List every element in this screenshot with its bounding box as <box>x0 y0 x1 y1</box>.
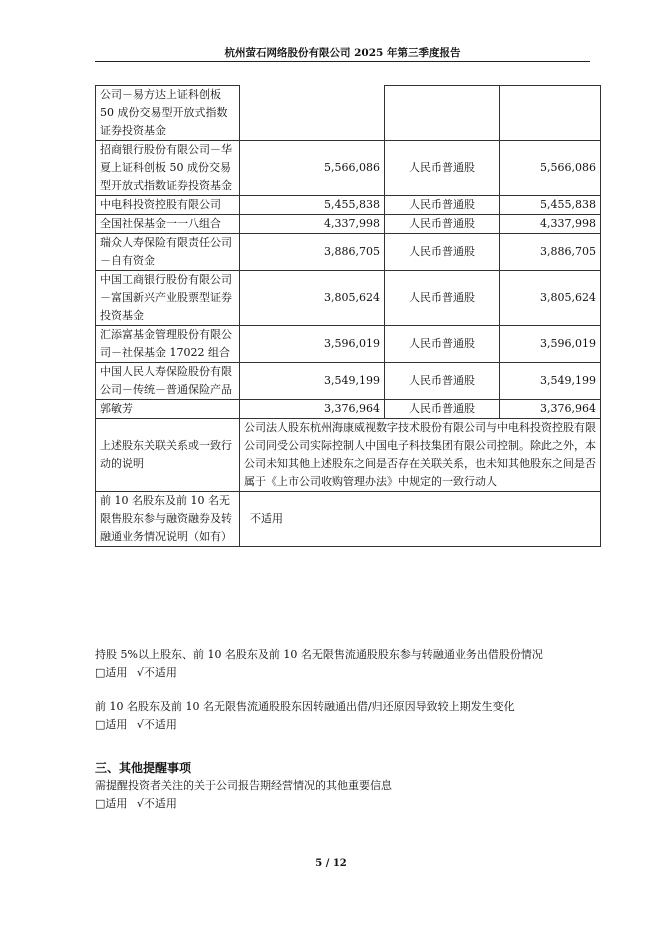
option-not-applicable: √不适用 <box>136 718 177 731</box>
holder-name: 中国人民人寿保险股份有限公司－传统－普通保险产品 <box>96 363 240 400</box>
table-row <box>96 363 601 400</box>
shareholders-table <box>95 85 601 547</box>
holder-shares: 3,886,705 <box>240 234 385 271</box>
table-row <box>96 400 601 419</box>
share-type: 人民币普通股 <box>385 363 500 400</box>
share-amount: 5,566,086 <box>500 141 601 196</box>
share-type: 人民币普通股 <box>385 400 500 419</box>
option-not-applicable: √不适用 <box>136 666 177 679</box>
holder-name: 汇添富基金管理股份有限公司－社保基金 17022 组合 <box>96 326 240 363</box>
option-applicable: □适用 <box>95 718 128 731</box>
holder-shares: 3,596,019 <box>240 326 385 363</box>
share-type: 人民币普通股 <box>385 234 500 271</box>
holder-name: 全国社保基金一一八组合 <box>96 215 240 234</box>
relation-label: 上述股东关联关系或一致行动的说明 <box>96 419 240 492</box>
share-type: 人民币普通股 <box>385 271 500 326</box>
option-applicable: □适用 <box>95 666 128 679</box>
relation-text: 公司法人股东杭州海康威视数字技术股份有限公司与中电科投资控股有限公司同受公司实际控制人中国电子科技集团有限公司控制。除此之外，本公司未知其他上述股东之间是否存在关联关系，也未知其他股东之间是否属于《上市公司收购管理办法》中规定的一致行动人 <box>240 419 601 492</box>
holder-shares: 4,337,998 <box>240 215 385 234</box>
share-amount <box>500 86 601 141</box>
holder-shares: 5,455,838 <box>240 196 385 215</box>
holder-shares: 3,549,199 <box>240 363 385 400</box>
margin-trading-label: 前 10 名股东及前 10 名无限售股东参与融资融券及转融通业务情况说明（如有） <box>96 492 240 547</box>
share-amount: 3,376,964 <box>500 400 601 419</box>
holder-shares: 3,376,964 <box>240 400 385 419</box>
holder-name: 郭敏芳 <box>96 400 240 419</box>
lending-options <box>95 664 183 682</box>
table-row <box>96 215 601 234</box>
report-header: 杭州萤石网络股份有限公司 2025 年第三季度报告 <box>224 47 461 59</box>
option-applicable: □适用 <box>95 797 128 810</box>
margin-trading-text: 不适用 <box>240 492 601 547</box>
share-type: 人民币普通股 <box>385 196 500 215</box>
table-row <box>96 196 601 215</box>
share-amount: 4,337,998 <box>500 215 601 234</box>
holder-shares: 5,566,086 <box>240 141 385 196</box>
section-heading: 三、其他提醒事项 <box>95 761 192 775</box>
share-type: 人民币普通股 <box>385 215 500 234</box>
header-rule <box>95 61 590 62</box>
holder-shares: 3,805,624 <box>240 271 385 326</box>
share-amount: 5,455,838 <box>500 196 601 215</box>
option-not-applicable: √不适用 <box>136 797 177 810</box>
holder-name: 中电科投资控股有限公司 <box>96 196 240 215</box>
other-options <box>95 795 183 813</box>
share-amount: 3,596,019 <box>500 326 601 363</box>
lending-section-title: 持股 5%以上股东、前 10 名股东及前 10 名无限售流通股股东参与转融通业务出借股份情况 <box>95 648 543 661</box>
share-amount: 3,805,624 <box>500 271 601 326</box>
holder-name: 公司－易方达上证科创板 50 成份交易型开放式指数证券投资基金 <box>96 86 240 141</box>
holder-name: 中国工商银行股份有限公司－富国新兴产业股票型证券投资基金 <box>96 271 240 326</box>
share-type <box>385 86 500 141</box>
table-row <box>96 326 601 363</box>
share-type: 人民币普通股 <box>385 326 500 363</box>
holder-name: 招商银行股份有限公司－华夏上证科创板 50 成份交易型开放式指数证券投资基金 <box>96 141 240 196</box>
table-row <box>96 234 601 271</box>
share-amount: 3,549,199 <box>500 363 601 400</box>
holder-name: 瑞众人寿保险有限责任公司－自有资金 <box>96 234 240 271</box>
holder-shares <box>240 86 385 141</box>
table-row <box>96 271 601 326</box>
share-amount: 3,886,705 <box>500 234 601 271</box>
table-row <box>96 86 601 141</box>
change-section-title: 前 10 名股东及前 10 名无限售流通股股东因转融通出借/归还原因导致较上期发生变化 <box>95 700 515 713</box>
change-options <box>95 716 183 734</box>
margin-trading-row <box>96 492 601 547</box>
page-number: 5 / 12 <box>315 858 347 869</box>
share-type: 人民币普通股 <box>385 141 500 196</box>
table-row <box>96 141 601 196</box>
relation-row <box>96 419 601 492</box>
other-section-text: 需提醒投资者关注的关于公司报告期经营情况的其他重要信息 <box>95 779 392 792</box>
